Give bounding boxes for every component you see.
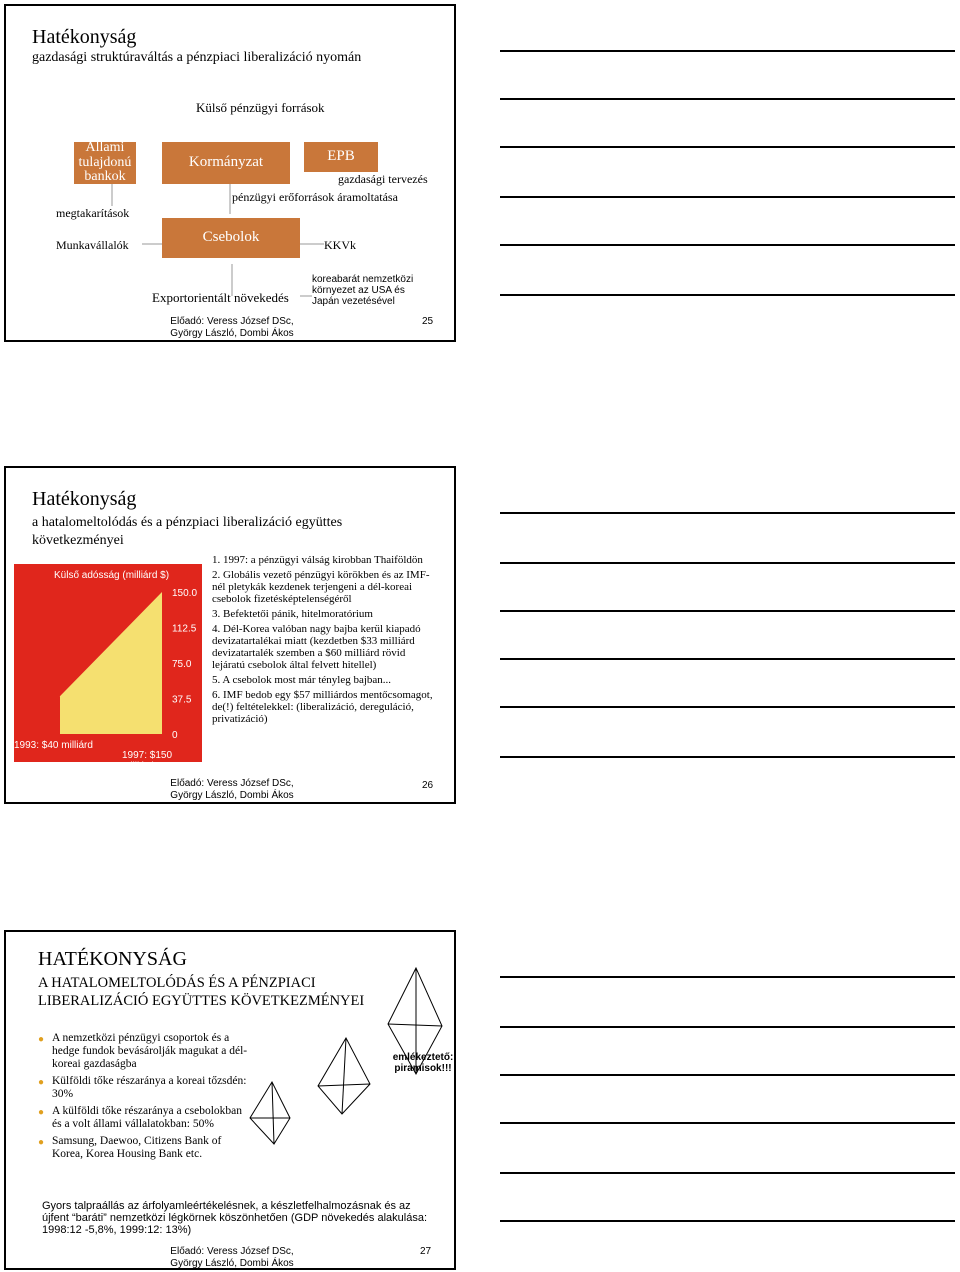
slide-title: Hatékonyság bbox=[32, 26, 137, 48]
export-growth-label: Exportorientált növekedés bbox=[152, 290, 289, 305]
debt-area bbox=[60, 592, 162, 734]
footer-presenter bbox=[162, 316, 302, 340]
debt-chart bbox=[14, 564, 202, 772]
bullet-text: A külföldi tőke részaránya a csebolokban és a volt állami vállalatokban: 50% bbox=[52, 1105, 243, 1130]
bullet-text: Külföldi tőke részaránya a koreai tőzsdén: 30% bbox=[52, 1075, 247, 1100]
international-env-label: koreabarát nemzetközi környezet az USA és Japán vezetésével bbox=[312, 274, 414, 307]
slide-25 bbox=[4, 4, 456, 342]
bullet-item bbox=[38, 1135, 248, 1161]
y-tick-label: 37.5 bbox=[172, 694, 192, 706]
footer-line-1: Előadó: Veress József DSc, bbox=[170, 1246, 294, 1257]
recovery-text: Gyors talpraállás az árfolyamleértékelésnek, a készletfelhalmozásnak és az újfent “baráti” nemzetközi légkörnek köszönhetően (GDP növekedés alakulása: 1998:12 -5,8%, 1999:12: 13%) bbox=[42, 1200, 428, 1236]
event-item: 2. Globális vezető pénzügyi körökben és az IMF-nél pletykák kezdenek terjengeni a dél-koreai csebolok fizetésképtelenségéről bbox=[212, 569, 430, 605]
note-line bbox=[500, 1122, 955, 1124]
resources-label: pénzügyi erőforrások áramoltatása bbox=[232, 190, 398, 204]
y-tick-label: 75.0 bbox=[172, 659, 192, 670]
note-line bbox=[500, 610, 955, 612]
page-number: 25 bbox=[422, 316, 434, 327]
note-line bbox=[500, 50, 955, 52]
note-line bbox=[500, 756, 955, 758]
footer-line-2: György László, Dombi Ákos bbox=[170, 328, 294, 339]
state-banks-box: Állami tulajdonú bankok bbox=[74, 142, 136, 184]
note-line bbox=[500, 512, 955, 514]
note-line bbox=[500, 1074, 955, 1076]
footer-presenter bbox=[162, 778, 302, 802]
slide-subtitle: A HATALOMELTOLÓDÁS ÉS A PÉNZPIACI LIBERALIZÁCIÓ EGYÜTTES KÖVETKEZMÉNYEI bbox=[38, 975, 365, 1009]
bullet-icon: ● bbox=[38, 1107, 45, 1118]
footer-line-2: György László, Dombi Ákos bbox=[170, 790, 294, 801]
external-sources-label: Külső pénzügyi források bbox=[196, 100, 325, 115]
event-item: 6. IMF bedob egy $57 milliárdos mentőcsomagot, de(!) feltételekkel: (liberalizáció, dereguláció, privatizáció) bbox=[212, 689, 433, 725]
footer-line-1: Előadó: Veress József DSc, bbox=[170, 316, 294, 327]
slide-26 bbox=[4, 466, 456, 804]
event-item: 5. A csebolok most már tényleg bajban... bbox=[212, 674, 392, 686]
bullet-item bbox=[38, 1032, 248, 1071]
slide-27 bbox=[4, 930, 456, 1270]
page-number: 27 bbox=[420, 1246, 432, 1257]
chaebol-box: Csebolok bbox=[162, 218, 300, 258]
footer-line-1: Előadó: Veress József DSc, bbox=[170, 778, 294, 789]
bullet-text: A nemzetközi pénzügyi csoportok és a hedge fundok bevásárolják magukat a dél-koreai gazdaságba bbox=[52, 1032, 248, 1070]
event-item: 1. 1997: a pénzügyi válság kirobban Thaiföldön bbox=[212, 554, 423, 566]
bullet-icon: ● bbox=[38, 1137, 45, 1148]
workers-label: Munkavállalók bbox=[56, 238, 129, 252]
event-item: 3. Befektetői pánik, hitelmoratórium bbox=[212, 608, 373, 620]
slide-title: HATÉKONYSÁG bbox=[38, 948, 187, 970]
page-number: 26 bbox=[422, 780, 434, 791]
chart-right-label: 1997: $150 milliárd bbox=[122, 750, 173, 772]
bullet-item bbox=[38, 1105, 248, 1131]
note-line bbox=[500, 196, 955, 198]
epb-box: EPB bbox=[304, 142, 378, 172]
smes-label: KKVk bbox=[324, 238, 356, 252]
note-line bbox=[500, 976, 955, 978]
government-box: Kormányzat bbox=[162, 142, 290, 184]
note-line bbox=[500, 1220, 955, 1222]
event-list bbox=[212, 554, 434, 728]
y-tick-label: 0 bbox=[172, 730, 178, 741]
footer-line-2: György László, Dombi Ákos bbox=[170, 1258, 294, 1269]
y-tick-label: 150.0 bbox=[172, 588, 198, 599]
slide-title: Hatékonyság bbox=[32, 488, 137, 510]
bullet-text: Samsung, Daewoo, Citizens Bank of Korea, Korea Housing Bank etc. bbox=[52, 1135, 222, 1160]
debt-chart-svg bbox=[14, 564, 202, 762]
pyramids-diagram bbox=[242, 958, 456, 1130]
note-line bbox=[500, 1172, 955, 1174]
reminder-label: emlékeztető: piramisok!!! bbox=[392, 1052, 454, 1074]
note-line bbox=[500, 98, 955, 100]
bullet-item bbox=[38, 1075, 248, 1101]
bullet-list bbox=[38, 1032, 248, 1165]
note-line bbox=[500, 658, 955, 660]
planning-label: gazdasági tervezés bbox=[338, 172, 428, 186]
chart-title: Külső adósság (milliárd $) bbox=[54, 570, 170, 581]
note-line bbox=[500, 706, 955, 708]
slide-subtitle: gazdasági struktúraváltás a pénzpiaci liberalizáció nyomán bbox=[32, 50, 362, 65]
y-tick-label: 112.5 bbox=[172, 623, 197, 635]
note-line bbox=[500, 244, 955, 246]
footer-presenter bbox=[162, 1246, 302, 1270]
bullet-icon: ● bbox=[38, 1077, 45, 1088]
slide-subtitle: a hatalomeltolódás és a pénzpiaci liberalizáció együttes következményei bbox=[32, 515, 343, 548]
chart-left-label: 1993: $40 milliárd bbox=[14, 740, 93, 751]
event-item: 4. Dél-Korea valóban nagy bajba kerül kiapadó devizatartalékai miatt (kezdetben $33 milliárd devizatartalék szemben a $60 milliárd rövid lejáratú csebolok által felvett hitellel) bbox=[212, 623, 421, 671]
savings-label: megtakarítások bbox=[56, 206, 130, 220]
note-line bbox=[500, 146, 955, 148]
note-line bbox=[500, 1026, 955, 1028]
note-line bbox=[500, 562, 955, 564]
bullet-icon: ● bbox=[38, 1034, 45, 1045]
note-line bbox=[500, 294, 955, 296]
